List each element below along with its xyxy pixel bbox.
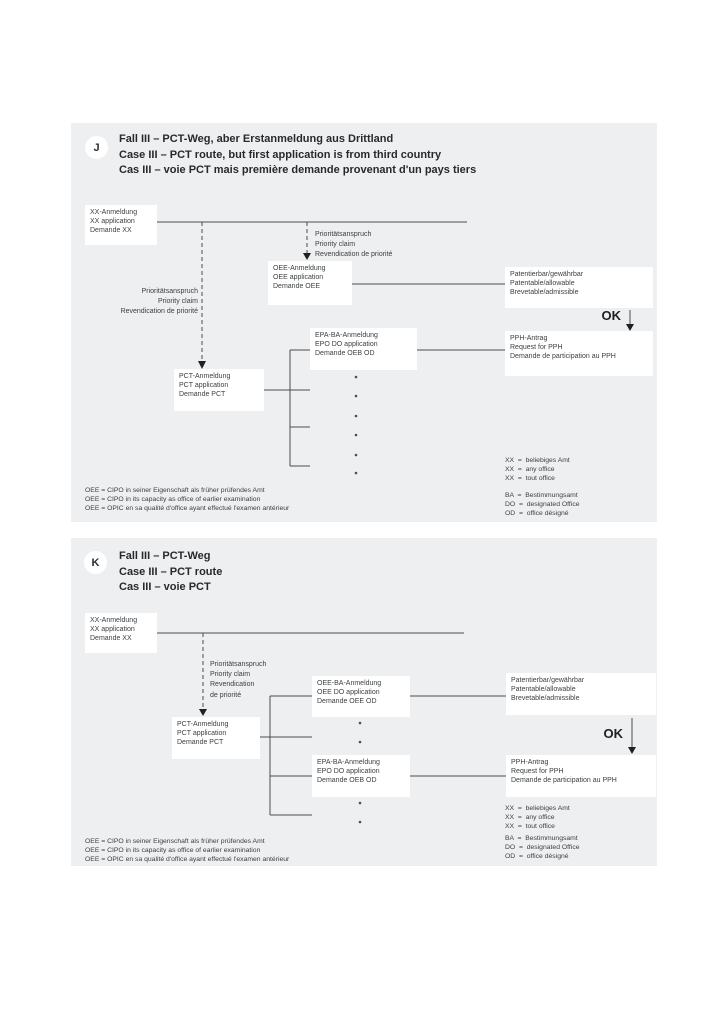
footnotes-oee: OEE = CIPO in seiner Eigenschaft als früher prüfendes Amt OEE = CIPO in its capacity as office of earlier examination OEE = OPIC en sa qualité d'office ayant effectué l'examen antérieur — [85, 487, 290, 512]
footnotes-oee: OEE = CIPO in seiner Eigenschaft als früher prüfendes Amt OEE = CIPO in its capacity as office of earlier examination OEE = OPIC en sa qualité d'office ayant effectué l'examen antérieur — [85, 838, 290, 863]
case-badge-j: J — [85, 136, 108, 159]
box-patentable: Patentierbar/gewährbar Patentable/allowable Brevetable/admissible — [505, 267, 653, 308]
legend-designated-codes: BA = Bestimmungsamt DO = designated Office OD = office désigné — [505, 492, 580, 518]
panel-case-iii-third-country — [71, 123, 657, 522]
ok-label: OK — [603, 726, 623, 741]
box-xx-application: XX-Anmeldung XX application Demande XX — [85, 613, 157, 653]
box-xx-application: XX-Anmeldung XX application Demande XX — [85, 205, 157, 245]
priority-claim-label-oee: Prioritätsanspruch Priority claim Revendication de priorité — [315, 231, 393, 259]
panel-case-iii-pct-route — [71, 538, 657, 866]
box-pct-application: PCT-Anmeldung PCT application Demande PCT — [174, 369, 264, 411]
panel-title: Fall III – PCT-Weg Case III – PCT route Cas III – voie PCT — [119, 550, 223, 593]
box-epa-do-application: EPA-BA-Anmeldung EPO DO application Demande OEB OD — [310, 328, 417, 370]
arrowhead-down-icon — [198, 361, 206, 369]
arrowhead-down-icon — [303, 253, 311, 260]
box-pct-application: PCT-Anmeldung PCT application Demande PCT — [172, 717, 260, 759]
case-badge-k: K — [84, 551, 107, 574]
legend-office-codes: XX = beliebiges Amt XX = any office XX = tout office — [505, 805, 570, 831]
legend-office-codes: XX = beliebiges Amt XX = any office XX = tout office — [505, 457, 570, 483]
priority-claim-label-pct: Prioritätsanspruch Priority claim Revendication de priorité — [210, 661, 267, 699]
panel-title: Fall III – PCT-Weg, aber Erstanmeldung aus Drittland Case III – PCT route, but first application is from third country Cas III – voie PCT mais première demande provenant d'un pays tiers — [119, 133, 477, 176]
priority-claim-label-pct: Prioritätsanspruch Priority claim Revendication de priorité — [120, 288, 198, 316]
box-pph-request: PPH-Antrag Request for PPH Demande de participation au PPH — [506, 755, 656, 797]
box-oee-application: OEE-Anmeldung OEE application Demande OEE — [268, 261, 352, 305]
box-oee-ba-application: OEE-BA-Anmeldung OEE DO application Demande OEE OD — [312, 676, 410, 717]
box-pph-request: PPH-Antrag Request for PPH Demande de participation au PPH — [505, 331, 653, 376]
arrowhead-down-icon — [626, 324, 634, 331]
box-patentable: Patentierbar/gewährbar Patentable/allowable Brevetable/admissible — [506, 673, 656, 715]
ok-label: OK — [601, 308, 621, 323]
legend-designated-codes: BA = Bestimmungsamt DO = designated Office OD = office désigné — [505, 835, 580, 861]
box-epa-do-application: EPA-BA-Anmeldung EPO DO application Demande OEB OD — [312, 755, 410, 797]
arrowhead-down-icon — [199, 709, 207, 716]
arrowhead-down-icon — [628, 747, 636, 754]
